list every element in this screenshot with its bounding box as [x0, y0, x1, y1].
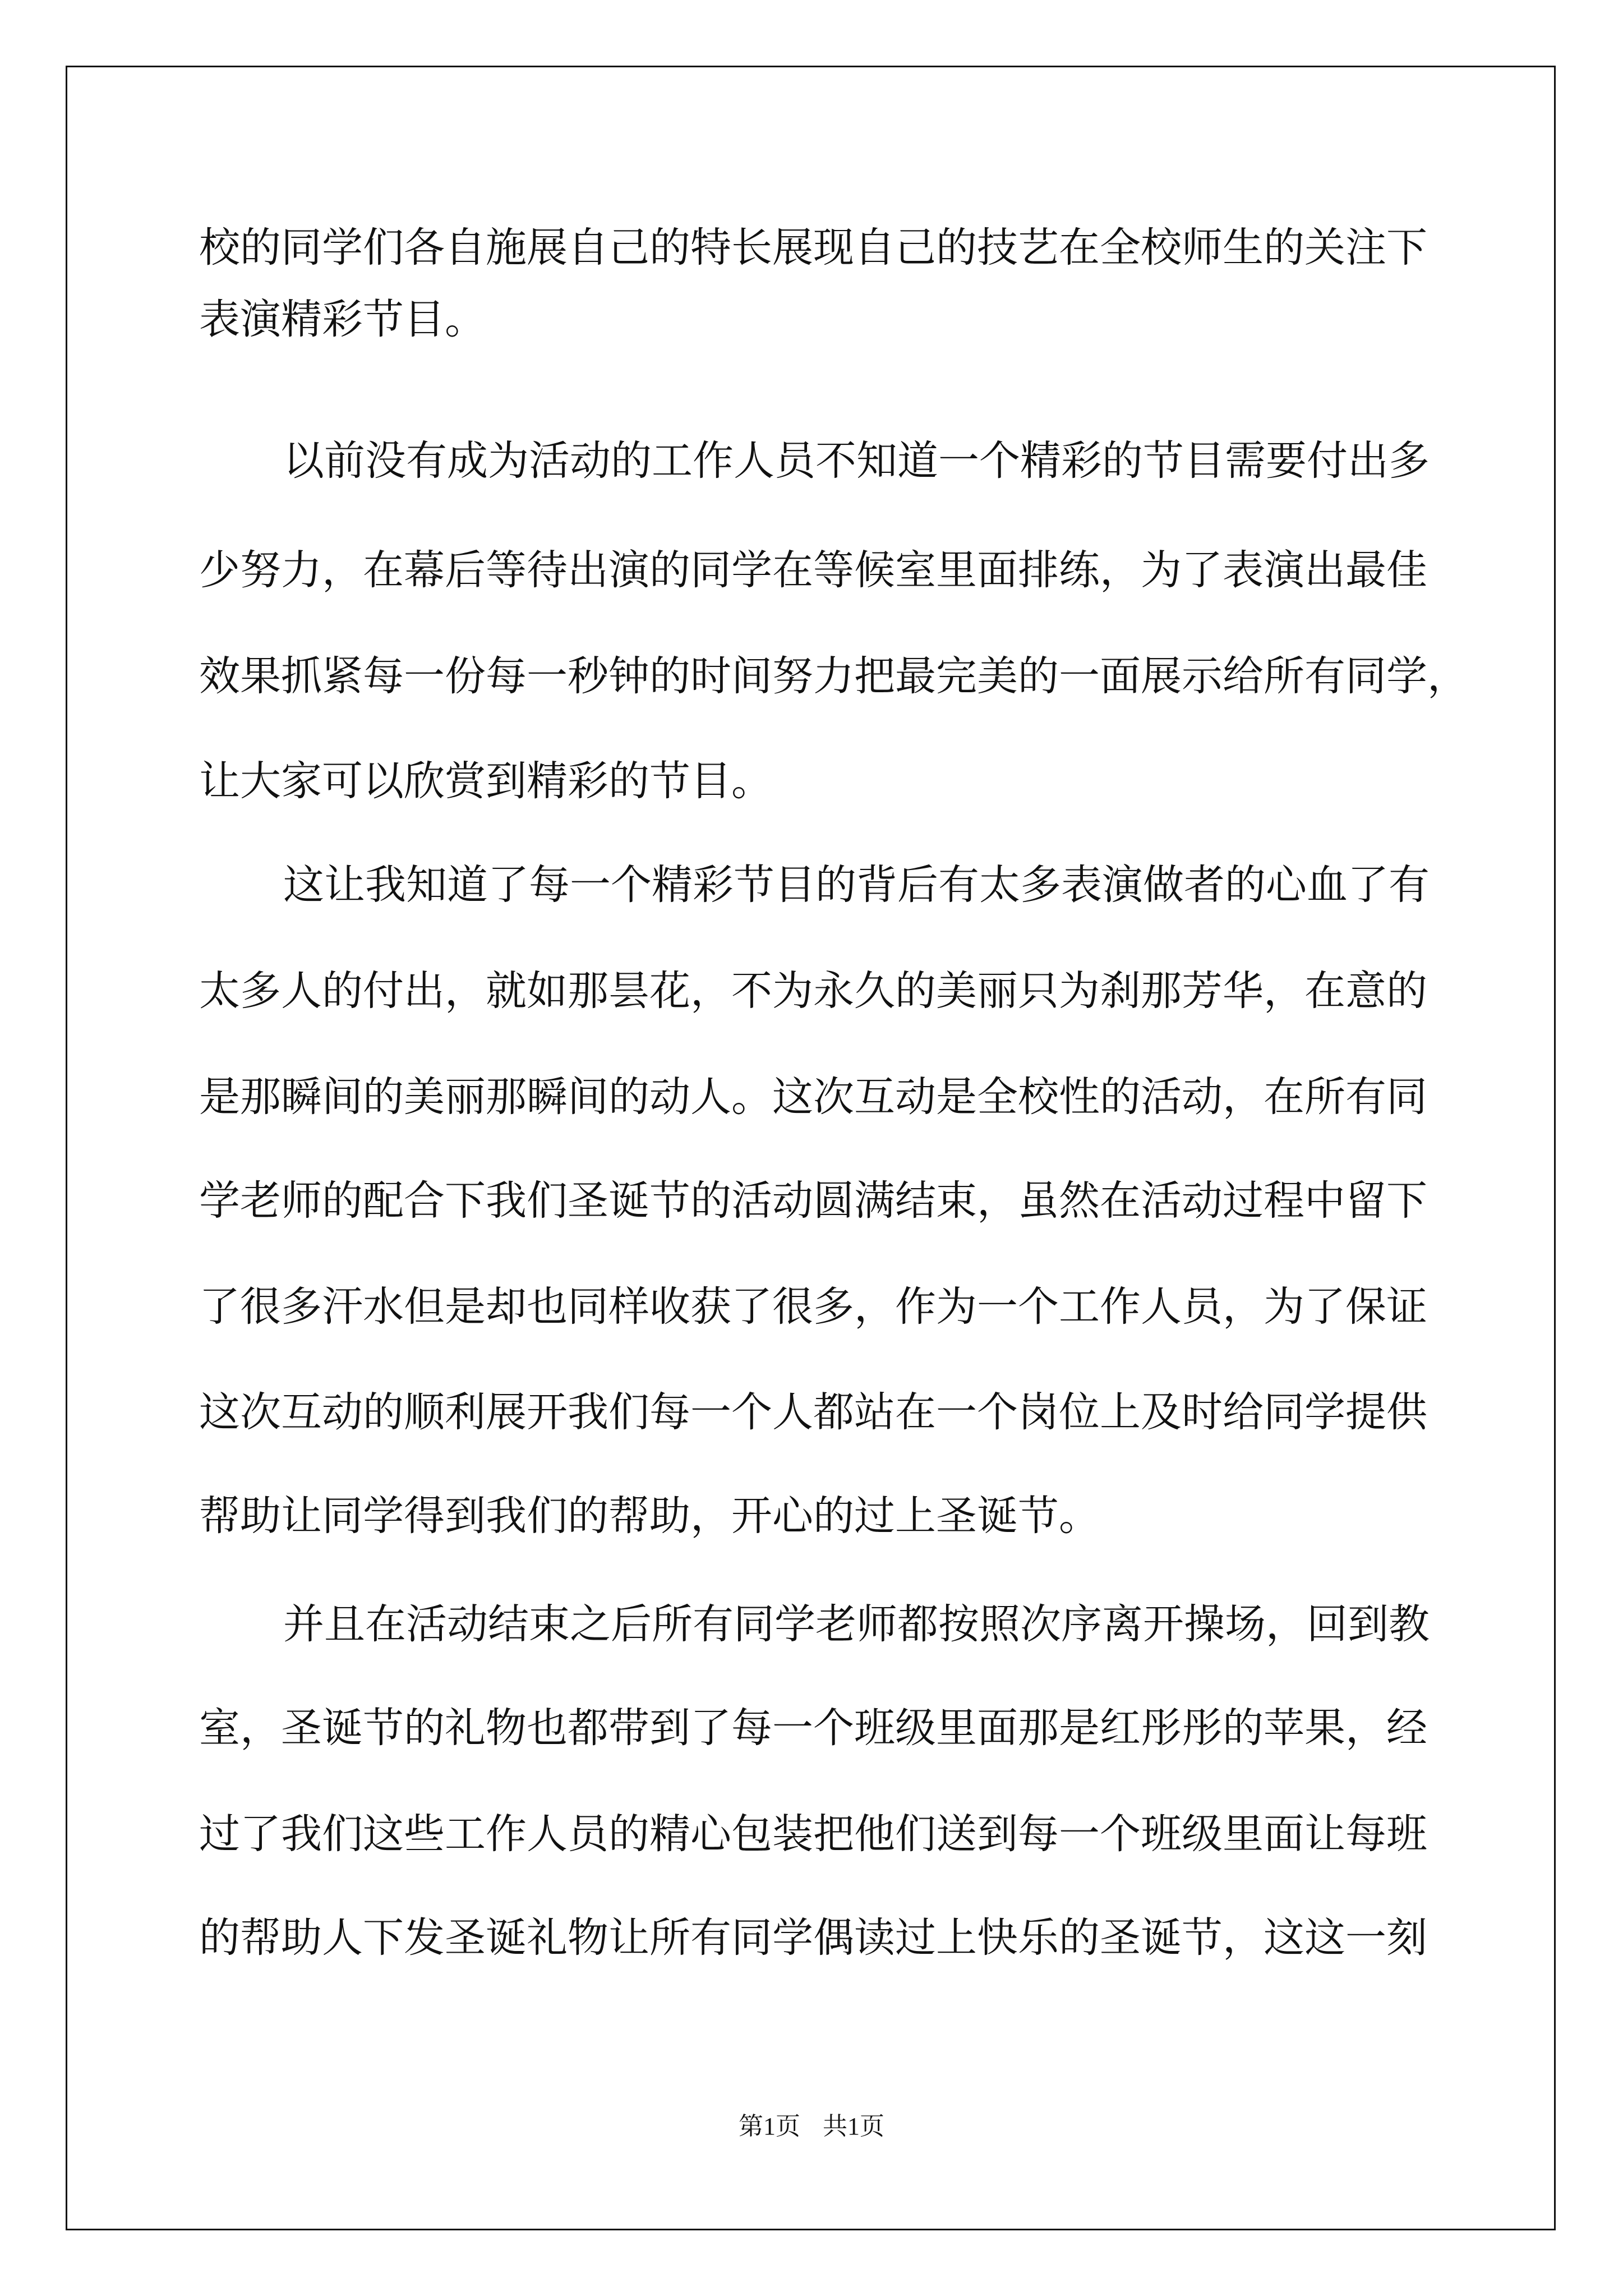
- text-line: 帮助让同学得到我们的帮助，开心的过上圣诞节。: [199, 1492, 1100, 1540]
- page-border: [66, 66, 1556, 2230]
- text-line: 这次互动的顺利展开我们每一个人都站在一个岗位上及时给同学提供: [199, 1388, 1427, 1436]
- text-line: 表演精彩节目。: [199, 296, 486, 343]
- text-line: 是那瞬间的美丽那瞬间的动人。这次互动是全校性的活动，在所有同: [199, 1073, 1427, 1121]
- page-number: 第1页: [739, 2113, 800, 2140]
- text-line: 了很多汗水但是却也同样收获了很多，作为一个工作人员，为了保证: [199, 1283, 1427, 1331]
- text-line: 并且在活动结束之后所有同学老师都按照次序离开操场，回到教: [283, 1600, 1430, 1648]
- text-line: 这让我知道了每一个精彩节目的背后有太多表演做者的心血了有: [283, 861, 1430, 909]
- text-line: 过了我们这些工作人员的精心包装把他们送到每一个班级里面让每班: [199, 1810, 1427, 1858]
- text-line: 效果抓紧每一份每一秒钟的时间努力把最完美的一面展示给所有同学，: [199, 652, 1468, 700]
- text-line: 以前没有成为活动的工作人员不知道一个精彩的节目需要付出多: [283, 437, 1430, 485]
- text-line: 少努力，在幕后等待出演的同学在等候室里面排练，为了表演出最佳: [199, 546, 1427, 594]
- page-total: 共1页: [823, 2113, 884, 2140]
- text-line: 太多人的付出，就如那昙花，不为永久的美丽只为刹那芳华，在意的: [199, 967, 1427, 1015]
- text-line: 学老师的配合下我们圣诞节的活动圆满结束，虽然在活动过程中留下: [199, 1177, 1427, 1225]
- text-line: 让大家可以欣赏到精彩的节目。: [199, 757, 772, 805]
- page-footer: [0, 2106, 1623, 2142]
- text-line: 的帮助人下发圣诞礼物让所有同学偶读过上快乐的圣诞节，这这一刻: [199, 1914, 1427, 1962]
- text-line: 室，圣诞节的礼物也都带到了每一个班级里面那是红彤彤的苹果，经: [199, 1704, 1427, 1752]
- text-line: 校的同学们各自施展自己的特长展现自己的技艺在全校师生的关注下: [199, 224, 1427, 272]
